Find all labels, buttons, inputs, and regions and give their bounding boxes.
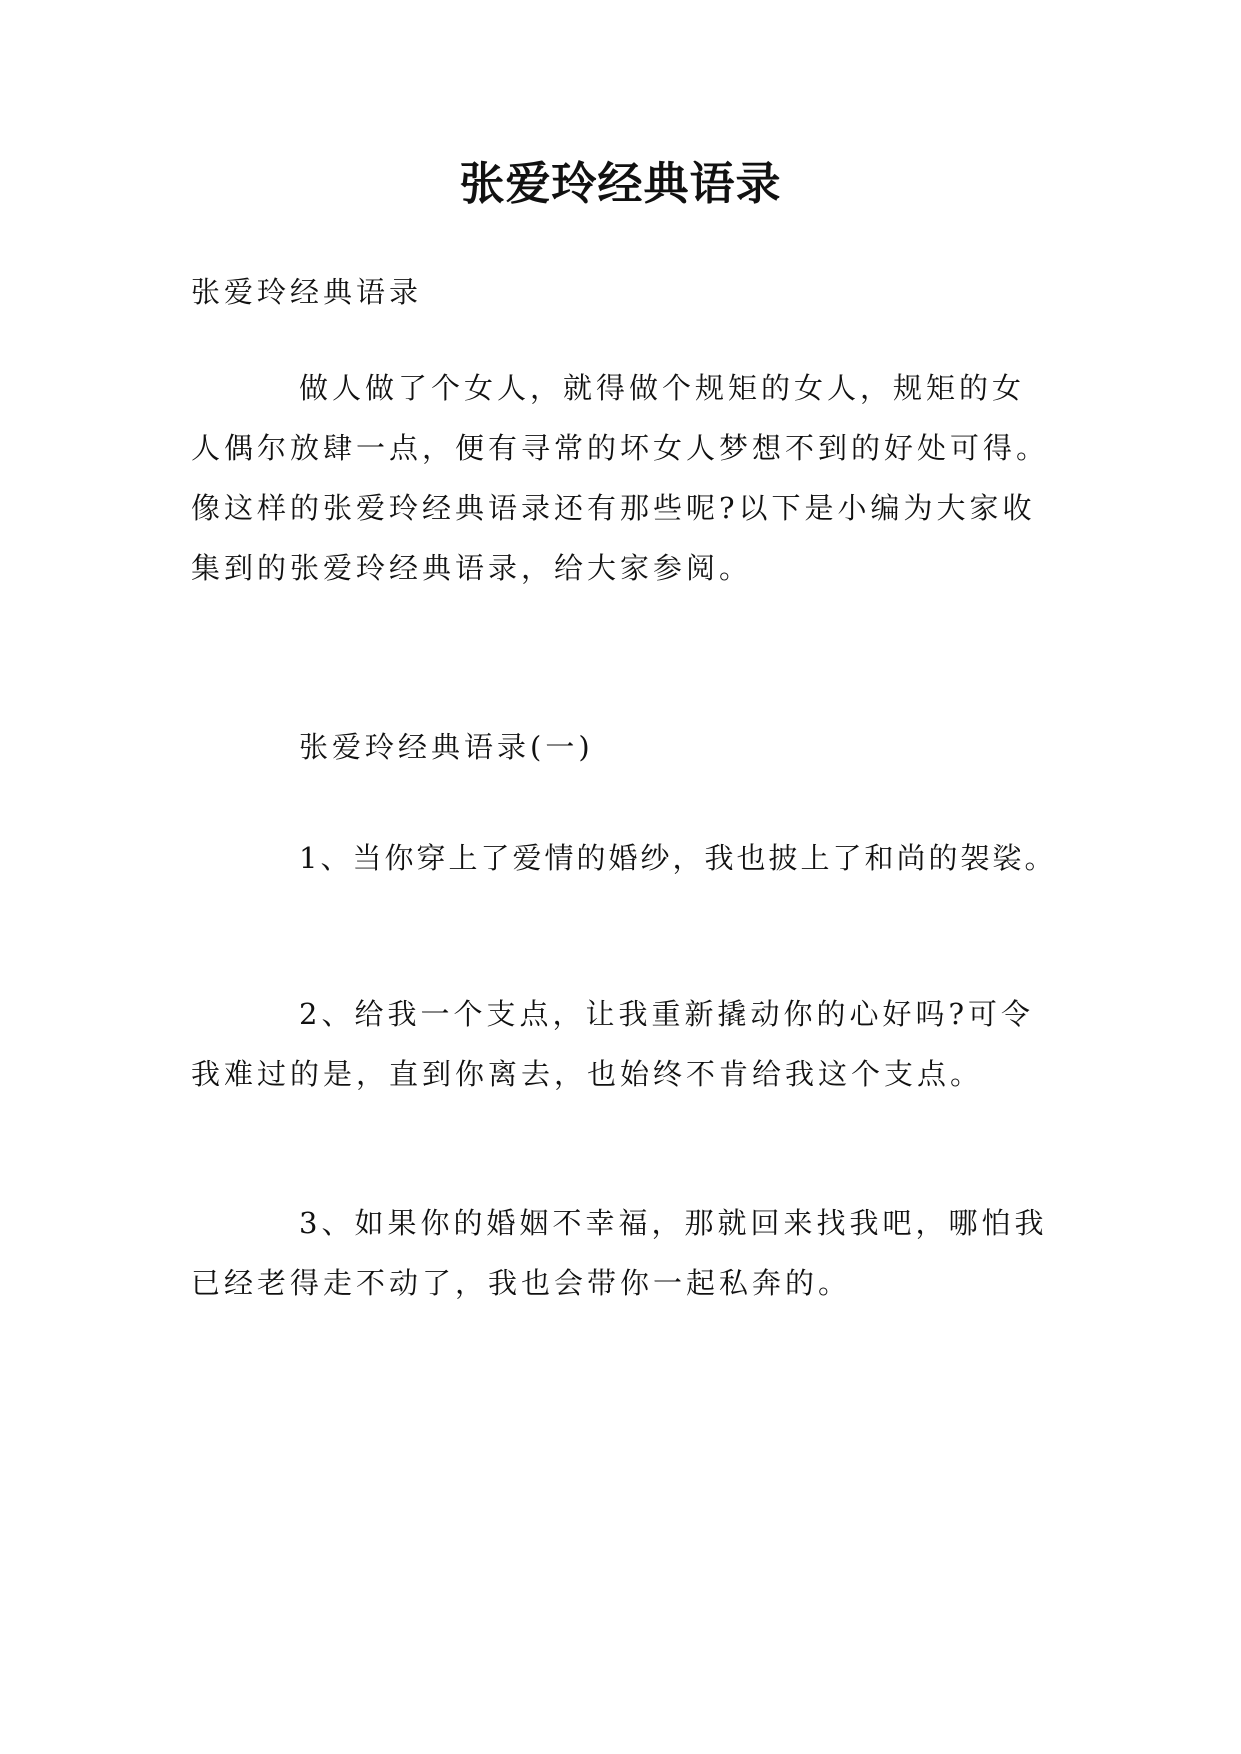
document-title: 张爱玲经典语录 xyxy=(459,157,782,210)
quote-2: 2、给我一个支点，让我重新撬动你的心好吗?可令我难过的是，直到你离去，也始终不肯给我这个支点。 xyxy=(191,997,1034,1091)
section-heading: 张爱玲经典语录(一) xyxy=(299,730,594,764)
document-subtitle: 张爱玲经典语录 xyxy=(191,275,423,309)
intro-paragraph: 做人做了个女人，就得做个规矩的女人，规矩的女人偶尔放肆一点，便有寻常的坏女人梦想不到的好处可得。像这样的张爱玲经典语录还有那些呢?以下是小编为大家收集到的张爱玲经典语录，给大家参阅。 xyxy=(191,371,1050,585)
quote-3: 3、如果你的婚姻不幸福，那就回来找我吧，哪怕我已经老得走不动了，我也会带你一起私奔的。 xyxy=(191,1206,1048,1300)
quote-1: 1、当你穿上了爱情的婚纱，我也披上了和尚的袈裟。 xyxy=(299,841,1057,875)
